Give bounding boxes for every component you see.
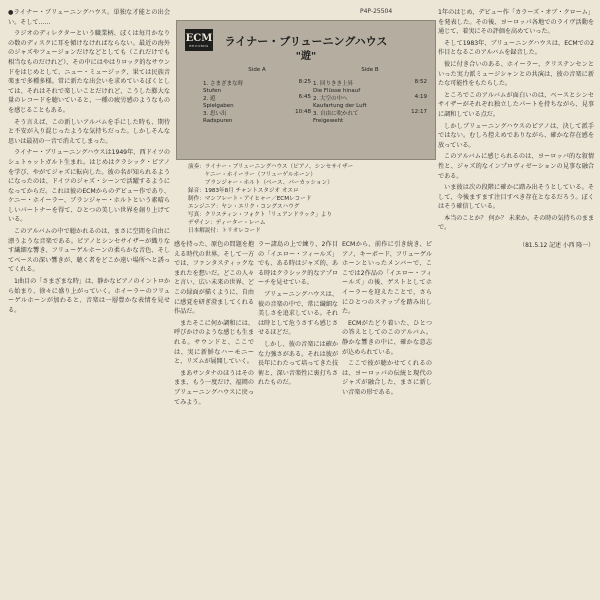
logo-text: ECM <box>185 32 213 44</box>
paragraph: ブリューニングハウスは、彼の音楽の中で、常に繊細な美しさを追求している。それは時として危うさすら感じさせるほどだ。 <box>258 290 338 337</box>
album-card <box>176 20 436 160</box>
logo-subtext: RECORDS <box>189 43 209 48</box>
paragraph: まあサンタナのほうはそのまま、もう一度だけ、福岡のブリューニングハウスに戻ってみよう。 <box>174 369 254 406</box>
track-subtitle: Die Flüsse hinauf <box>313 88 361 94</box>
track-subtitle: Radspuren <box>203 118 233 124</box>
paragraph: 1年のはじめ、デビュー作「カラーズ・オブ・クローム」を発表した。その後、ヨーロッパ各地でのライヴ活動を通じて、着実にその評価を高めていった。 <box>438 9 594 36</box>
album-credits <box>188 163 428 235</box>
paragraph: ●ライナー・ブリューニングハウス。単独な才能との出会い。そして…… <box>8 9 170 26</box>
credit-line: 写真：クリスティン・フォクト「リュアンドラック」より <box>188 212 332 218</box>
track-subtitle: Kaufartung der Luft <box>313 103 367 109</box>
credit-line: ケニー・ホイーラー（フリューゲルホーン） <box>188 172 316 178</box>
track-subtitle: Stufen <box>203 88 221 94</box>
track-time: 6:45 <box>298 94 311 100</box>
paragraph: 本当のことか？ 何か？ 未来か。その時の気持ちのままで。 <box>438 214 594 232</box>
paragraph: しかし、彼の音楽には確かな力強さがある。それは彼が長年にわたって培ってきた技術と、深い音楽性に裏打ちされたものだ。 <box>258 340 338 387</box>
side-b-heading: Side B <box>361 67 379 73</box>
paragraph: しかしブリューニングハウスのピアノは、決して派手ではない。むしろ控えめでありながら、確かな存在感を放っている。 <box>438 122 594 149</box>
paragraph: ECMから、前作に引き続き、ピアノ、キーボード、フリューゲルホーンといったメンバーで、ここでは2作品の「イエロー・フィールズ」の後、ゲストとしてホイーラーを迎えたことで、さらにひとつのステップを踏み出した。 <box>342 241 432 316</box>
paragraph: いま彼は次の段階に確かに踏み出そうとしている。そして、今後ますます注目すべき存在となるだろう。ぼくはそう確信している。 <box>438 184 594 211</box>
credit-line: 制作：マンフレート・アイヒャー／ECMレコード <box>188 196 312 202</box>
track-title: 2. 大空の中へ <box>313 96 348 102</box>
paragraph: ラー諸島の上で練り、2作目の「イエロー・フィールズ」でも、ある時はジャズ的、ある時はクラシック的なアプローチを見せている。 <box>258 241 338 287</box>
side-a-tracklist <box>203 67 311 124</box>
paragraph: ところでこのアルバムが面白いのは、ベースとシンセサイザーがそれぞれ独立したパートを持ちながら、見事に調和している点だ。 <box>438 91 594 118</box>
track-title: 2. 遊 <box>203 96 216 102</box>
paragraph: そして1983年、ブリューニングハウスは、ECMでの2作目となるこのアルバムを録音した。 <box>438 39 594 57</box>
paragraph: ライナー・ブリューニングハウスは1949年、西ドイツのシュトゥットガルト生まれ。はじめはクラシック・ピアノを学び、やがてジャズに転向した。彼の名が知られるようになったのは、ドイツのジャズ・シーンで活躍するようになってからだ。これは彼のECMからのデビュー作であり、ケニー・ホイーラー、ブランジャー・ホルトという素晴らしいパートナーを得て、ひとつの美しい世界を創り上げている。 <box>8 149 170 224</box>
catalog-number: P4P-25504 <box>360 8 393 15</box>
credit-line: エンジニア：ヤン・エリク・コングスハウグ <box>188 204 300 210</box>
album-title: "遊" <box>295 51 317 62</box>
paragraph: このアルバムに感じられるのは、ヨーロッパ的な叙情性と、ジャズ的なインプロヴィゼーションの見事な融合である。 <box>438 153 594 180</box>
paragraph: 1曲目の「さまざまな時」は、静かなピアノのイントロから始まり、徐々に盛り上がっていく。ホイーラーのフリューゲルホーンが加わると、音楽は一層豊かな表情を見せる。 <box>8 278 170 314</box>
liner-notes-column-mid-1 <box>174 240 254 592</box>
track-time: 8:52 <box>414 79 427 85</box>
track-time: 12:17 <box>411 109 427 115</box>
track-title: 1. さまざまな時 <box>203 81 243 87</box>
paragraph: ラジオのディレクターという職業柄、ぼくは毎月かなりの数のディスクに耳を傾けなければならない。最近の海外のジャズやフュージョンだけなどとしても（これだけでも相当なものだけれど）、その中にはやはりロック的なサウンドをはじめとして、ニュー・ミュージック、果ては民族音楽まで多種多様。常に新たな出会いを求めているぼくとしては、それはそれで楽しいことだけれど、こうした膨大な量のレコードを聴いていると、一種の疲労感のようなものを感じることもある。 <box>8 30 170 114</box>
track-title: 3. 思い出 <box>203 111 227 117</box>
side-b-tracklist <box>313 67 427 124</box>
paragraph: 彼に付き合いのある、ホイーラー、クリステンセンといった実力派ミュージシャンとの共演は、彼の音楽に新たな可能性をもたらした。 <box>438 60 594 88</box>
credit-line: 演奏：ライナー・ブリューニングハウス（ピアノ、シンセサイザー <box>188 164 354 170</box>
liner-notes-column-left <box>8 8 170 596</box>
track-time: 8:25 <box>298 79 311 85</box>
album-artist-title: ライナー・ブリューニングハウス <box>224 35 388 48</box>
liner-notes-column-mid-3 <box>342 240 432 592</box>
paragraph: ここで彼が聴かせてくれるのは、ヨーロッパの伝統と現代のジャズが融合した、まさに新しい音楽の形である。 <box>342 360 432 396</box>
track-item <box>203 94 311 109</box>
credit-line: 日本解説付：トリオレコード <box>188 228 261 234</box>
credit-line: デザイン：ディーター・レーム <box>188 220 266 226</box>
paragraph: このアルバムの中で聴かれるのは、まさに空間を自由に漂うような音楽である。ピアノとシンセサイザーが織りなす繊細な響き、フリューゲルホーンの柔らかな音色、そしてベースの深い響きが、聴く者をどこか遠い場所へと誘ってくれる。 <box>8 228 170 274</box>
track-item <box>313 109 427 124</box>
track-title: 3. 自由に吹かれて <box>313 111 359 117</box>
track-item <box>313 79 427 94</box>
track-subtitle: Spielgaben <box>203 103 234 109</box>
track-item <box>313 94 427 109</box>
paragraph: そう言えば、この新しいアルバムを手にした時も、期待と不安が入り混じったような気持ちだった。しかしそんな思いは最初の一音で消えてしまった。 <box>8 118 170 145</box>
track-item <box>203 79 311 94</box>
liner-notes-column-mid-2 <box>258 240 338 592</box>
track-item <box>203 109 311 124</box>
side-a-heading: Side A <box>248 67 266 73</box>
track-time: 10:48 <box>295 109 311 115</box>
track-title: 1. 回りきき上昇 <box>313 81 353 87</box>
author-signature: （81.5.12 記述 小西 隆一） <box>519 242 594 250</box>
paragraph: 感を持った、原色の問題を抱える時代の世界。そして一方では、ファンタスティックなまれたを想いだ。どこの人々と言い、広い未来の世界、どこの緑面が描くように、自由に感覚を研ぎ澄ましてくれる作品だ。 <box>174 241 254 316</box>
track-subtitle: Freigeweht <box>313 118 344 124</box>
paragraph: またそこに何か調和には、呼びかけのような感じも生まれる。サウンドと、ここでは、実に新鮮なハーモニーと、リズムが展開していく。 <box>174 319 254 366</box>
liner-notes-column-right <box>438 8 594 596</box>
credit-line: 録音：1983年8月 チャントスタジオ オスロ <box>188 188 299 194</box>
track-time: 4:19 <box>414 94 427 100</box>
credit-line: ブランジャー・ホルト（ベース、パーカッション） <box>188 180 333 186</box>
paragraph: ECMがたどり着いた、ひとつの答えとしてのこのアルバム。静かな響きの中に、確かな意志が込められている。 <box>342 319 432 356</box>
